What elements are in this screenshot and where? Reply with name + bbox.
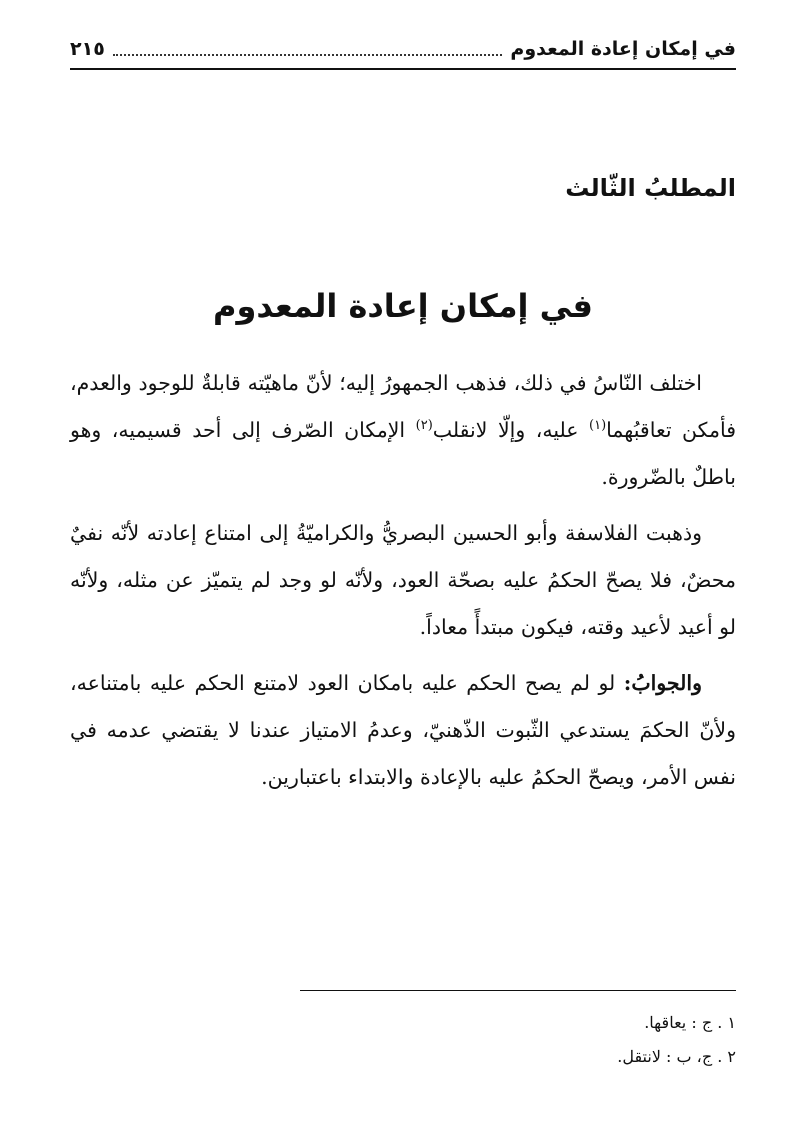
paragraph-3-text: لو لم يصح الحكم عليه بامكان العود لامتنع الحكم عليه بامتناعه، ولأنّ الحكمَ يستدعي الثّبوت الذّهنيّ، وعدمُ الامتياز عندنا لا يقتضي عدمه في نفس الأمر، ويصحّ الحكمُ عليه بالإعادة والابتداء باعتبارين. bbox=[70, 671, 736, 789]
header-dot-leader bbox=[113, 53, 503, 56]
running-header bbox=[70, 30, 736, 64]
footnote-marker-2[interactable]: (٢) bbox=[415, 418, 433, 434]
paragraph-2: وذهبت الفلاسفة وأبو الحسين البصريُّ والكراميّةُ إلى امتناع إعادته لأنّه نفيٌ محضٌ، فلا يصحّ الحكمُ عليه بصحّة العود، ولأنّه لو وجد لم يتميّز عن مثله، ولأنّه لو أعيد لأعيد وقته، فيكون مبتدأً معاداً. bbox=[70, 521, 736, 639]
paragraph-1-part-c: الإمكان الصّرف إلى أحد قسيميه، وهو باطلٌ بالضّرورة. bbox=[70, 418, 736, 489]
footnote-rule bbox=[300, 990, 736, 991]
body-text bbox=[70, 360, 736, 810]
header-rule bbox=[70, 68, 736, 70]
section-title: في إمكان إعادة المعدوم bbox=[213, 287, 593, 325]
answer-lead: والجوابُ: bbox=[623, 671, 702, 695]
page-number: ٢١٥ bbox=[70, 38, 105, 60]
paragraph-1-part-b: عليه، وإلّا لانقلب bbox=[432, 418, 590, 442]
footnote-marker-1[interactable]: (١) bbox=[589, 418, 607, 434]
paragraph-1 bbox=[70, 360, 736, 501]
footnote-1: ١ . ج : يعاقها. bbox=[644, 1013, 736, 1032]
footnotes bbox=[70, 1006, 736, 1074]
footnote-2: ٢ . ج، ب : لانتقل. bbox=[617, 1047, 736, 1066]
section-label: المطلبُ الثّالث bbox=[565, 174, 736, 202]
paragraph-1-part-a: اختلف النّاسُ في ذلك، فذهب الجمهورُ إليه؛ لأنّ ماهيّته قابلةٌ للوجود والعدم، فأمكن تعاقبُهما bbox=[70, 371, 736, 442]
paragraph-3 bbox=[70, 660, 736, 801]
running-title: في إمكان إعادة المعدوم bbox=[510, 38, 736, 60]
